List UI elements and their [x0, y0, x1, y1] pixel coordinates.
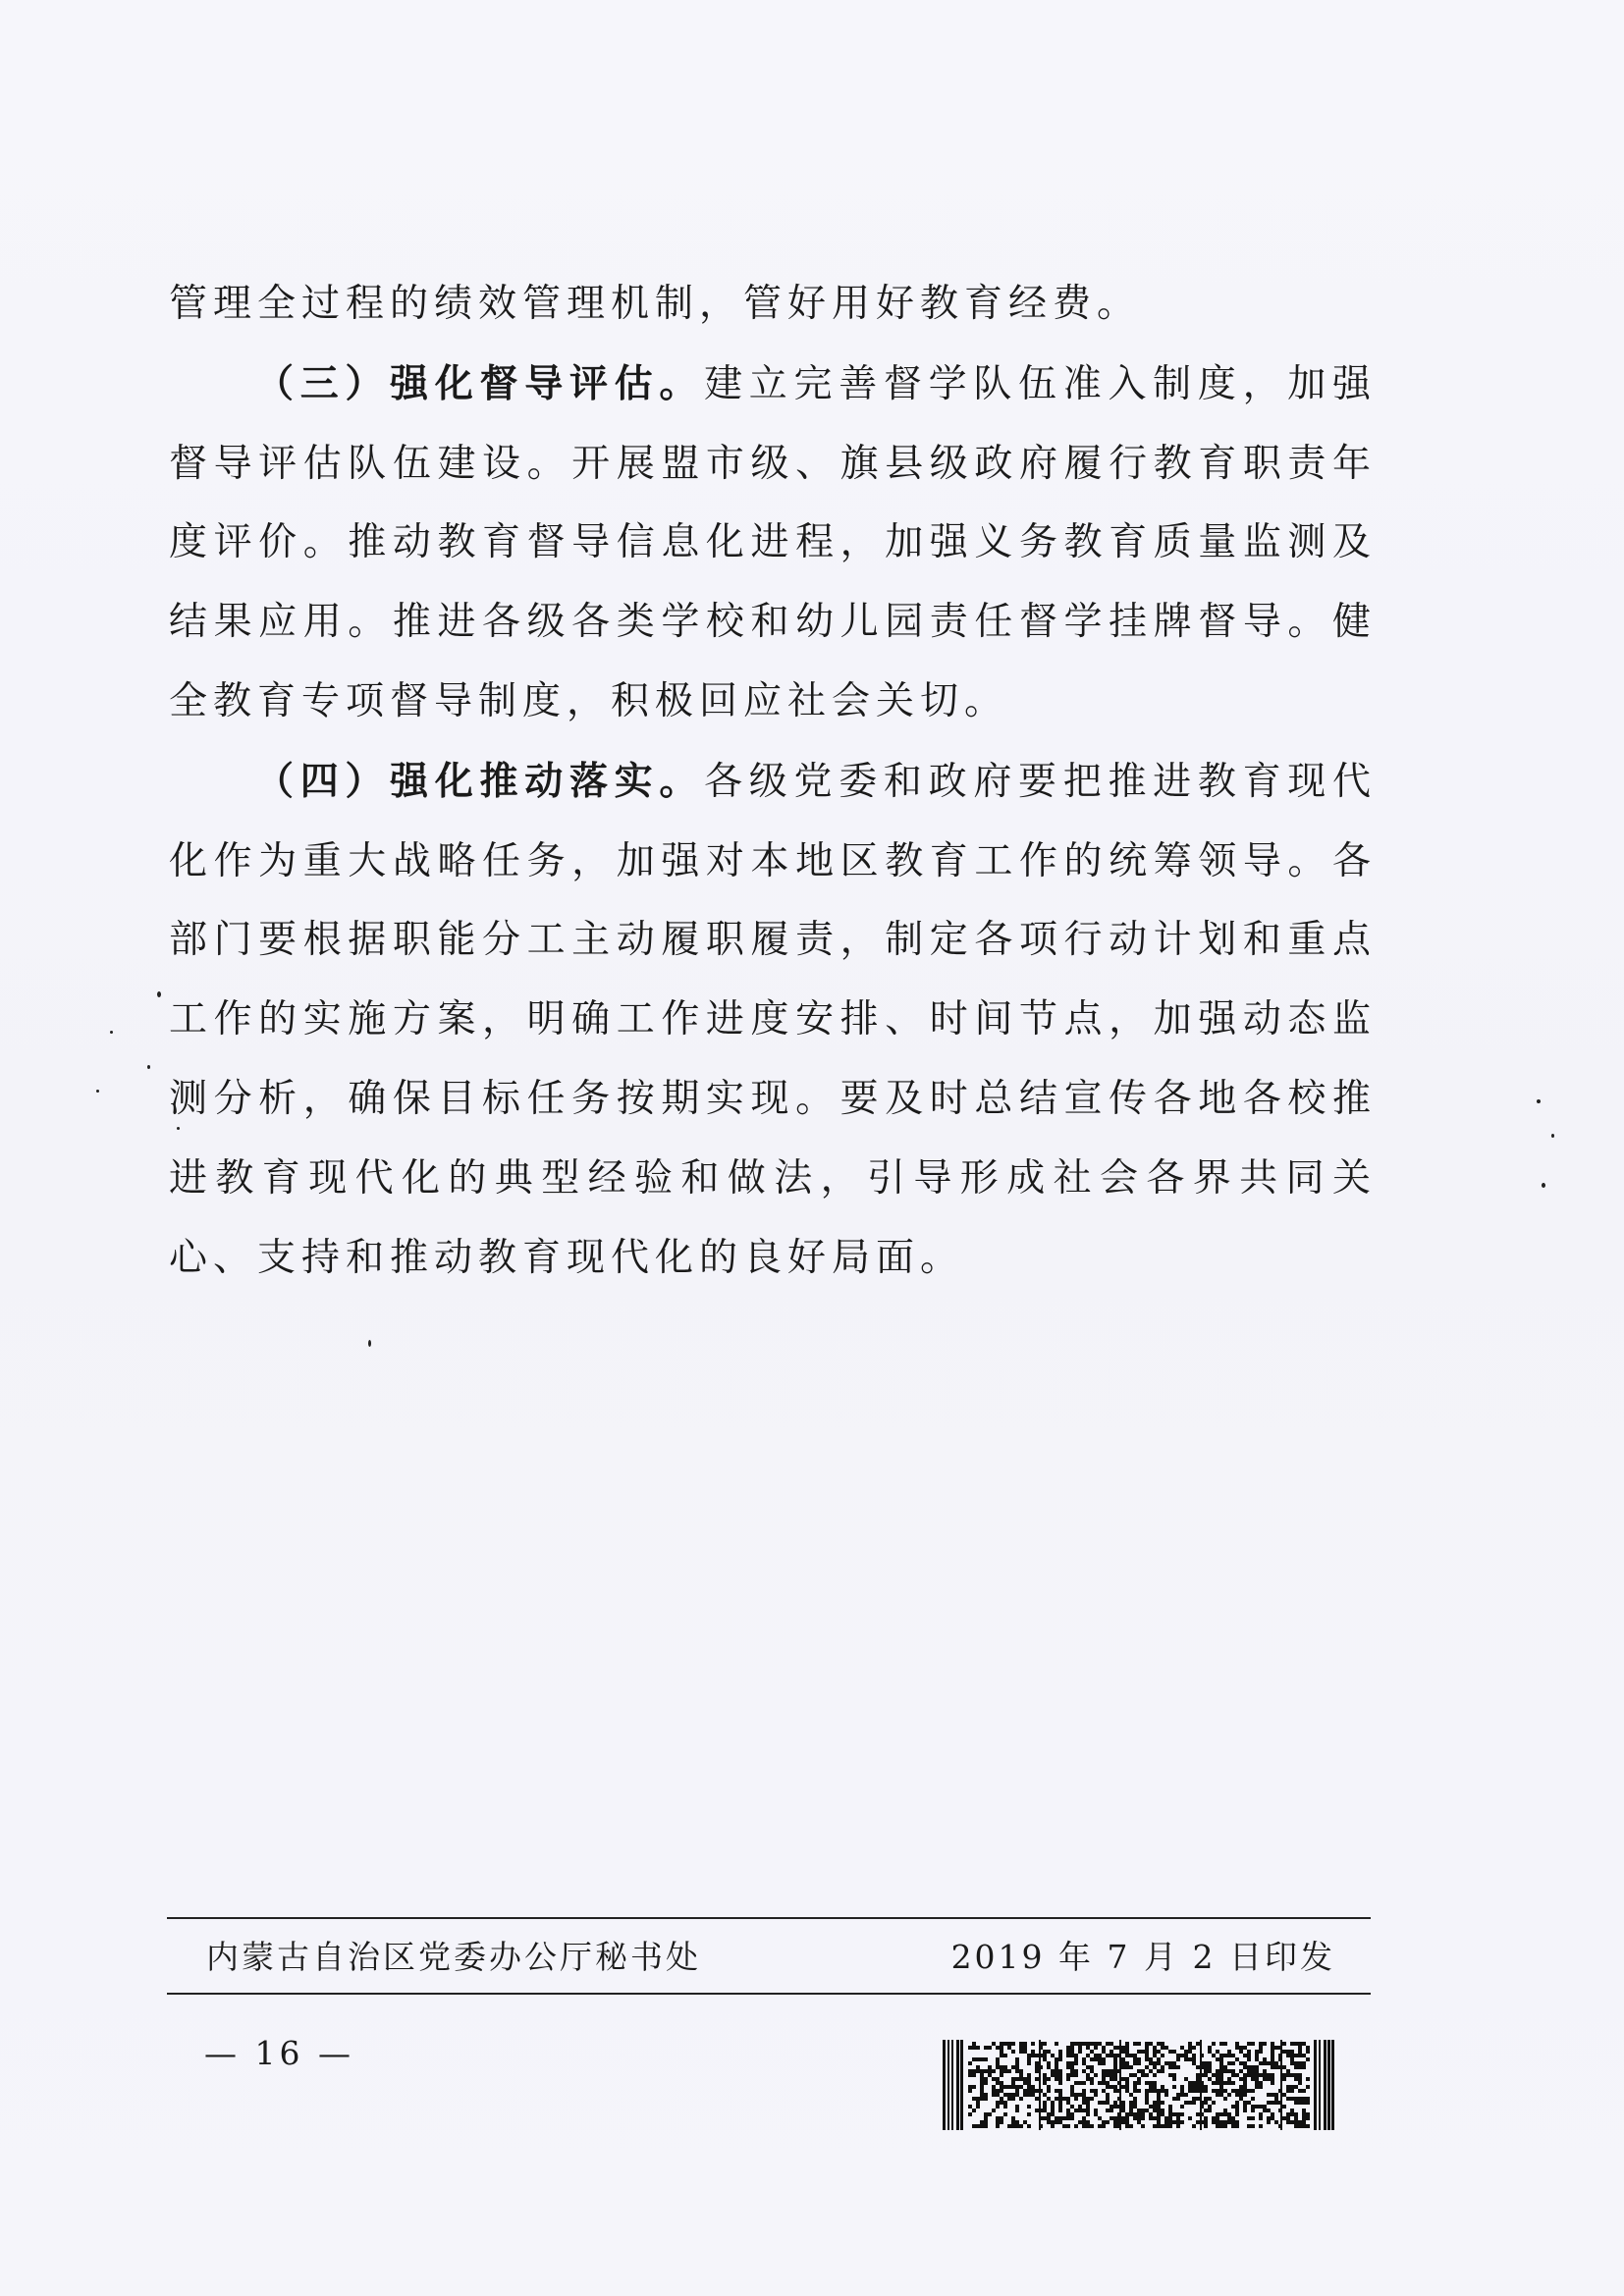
imprint-bottom-rule	[167, 1993, 1371, 1995]
scan-speck	[177, 1127, 180, 1130]
imprint-top-rule	[167, 1917, 1371, 1919]
imprint-line	[206, 1930, 1335, 1985]
imprint-date: 2019 年 7 月 2 日印发	[950, 1938, 1335, 1976]
barcode-icon	[943, 2040, 1335, 2130]
paragraph-3-body: 各级党委和政府要把推进教育现代化作为重大战略任务，加强对本地区教育工作的统筹领导。各部门要根据职能分工主动履职履责，制定各项行动计划和重点工作的实施方案，明确工作进度安排、时间节点，加强动态监测分析，确保目标任务按期实现。要及时总结宣传各地各校推进教育现代化的典型经验和做法，引导形成社会各界共同关心、支持和推动教育现代化的良好局面。	[169, 759, 1377, 1280]
scan-speck	[147, 1065, 150, 1069]
paragraph-2-body: 建立完善督学队伍准入制度，加强督导评估队伍建设。开展盟市级、旗县级政府履行教育职责年度评价。推动教育督导信息化进程，加强义务教育质量监测及结果应用。推进各级各类学校和幼儿园责任督学挂牌督导。健全教育专项督导制度，积极回应社会关切。	[169, 361, 1377, 723]
scan-speck	[368, 1340, 371, 1347]
paragraph-2	[169, 345, 1377, 742]
imprint-issuer: 内蒙古自治区党委办公厅秘书处	[206, 1938, 701, 1976]
page-number: — 16 —	[204, 2034, 354, 2072]
scan-speck	[1551, 1134, 1554, 1138]
body-text	[169, 265, 1377, 1298]
scan-speck	[1537, 1099, 1541, 1103]
section-heading-3: （三）强化督导评估。	[255, 360, 705, 406]
scan-speck	[96, 1090, 99, 1093]
scan-speck	[157, 991, 161, 997]
scan-speck	[1542, 1183, 1545, 1188]
paragraph-3	[169, 742, 1377, 1299]
paragraph-1: 管理全过程的绩效管理机制，管好用好教育经费。	[169, 282, 1142, 326]
scan-speck	[110, 1031, 113, 1034]
section-heading-4: （四）强化推动落实。	[255, 758, 705, 804]
